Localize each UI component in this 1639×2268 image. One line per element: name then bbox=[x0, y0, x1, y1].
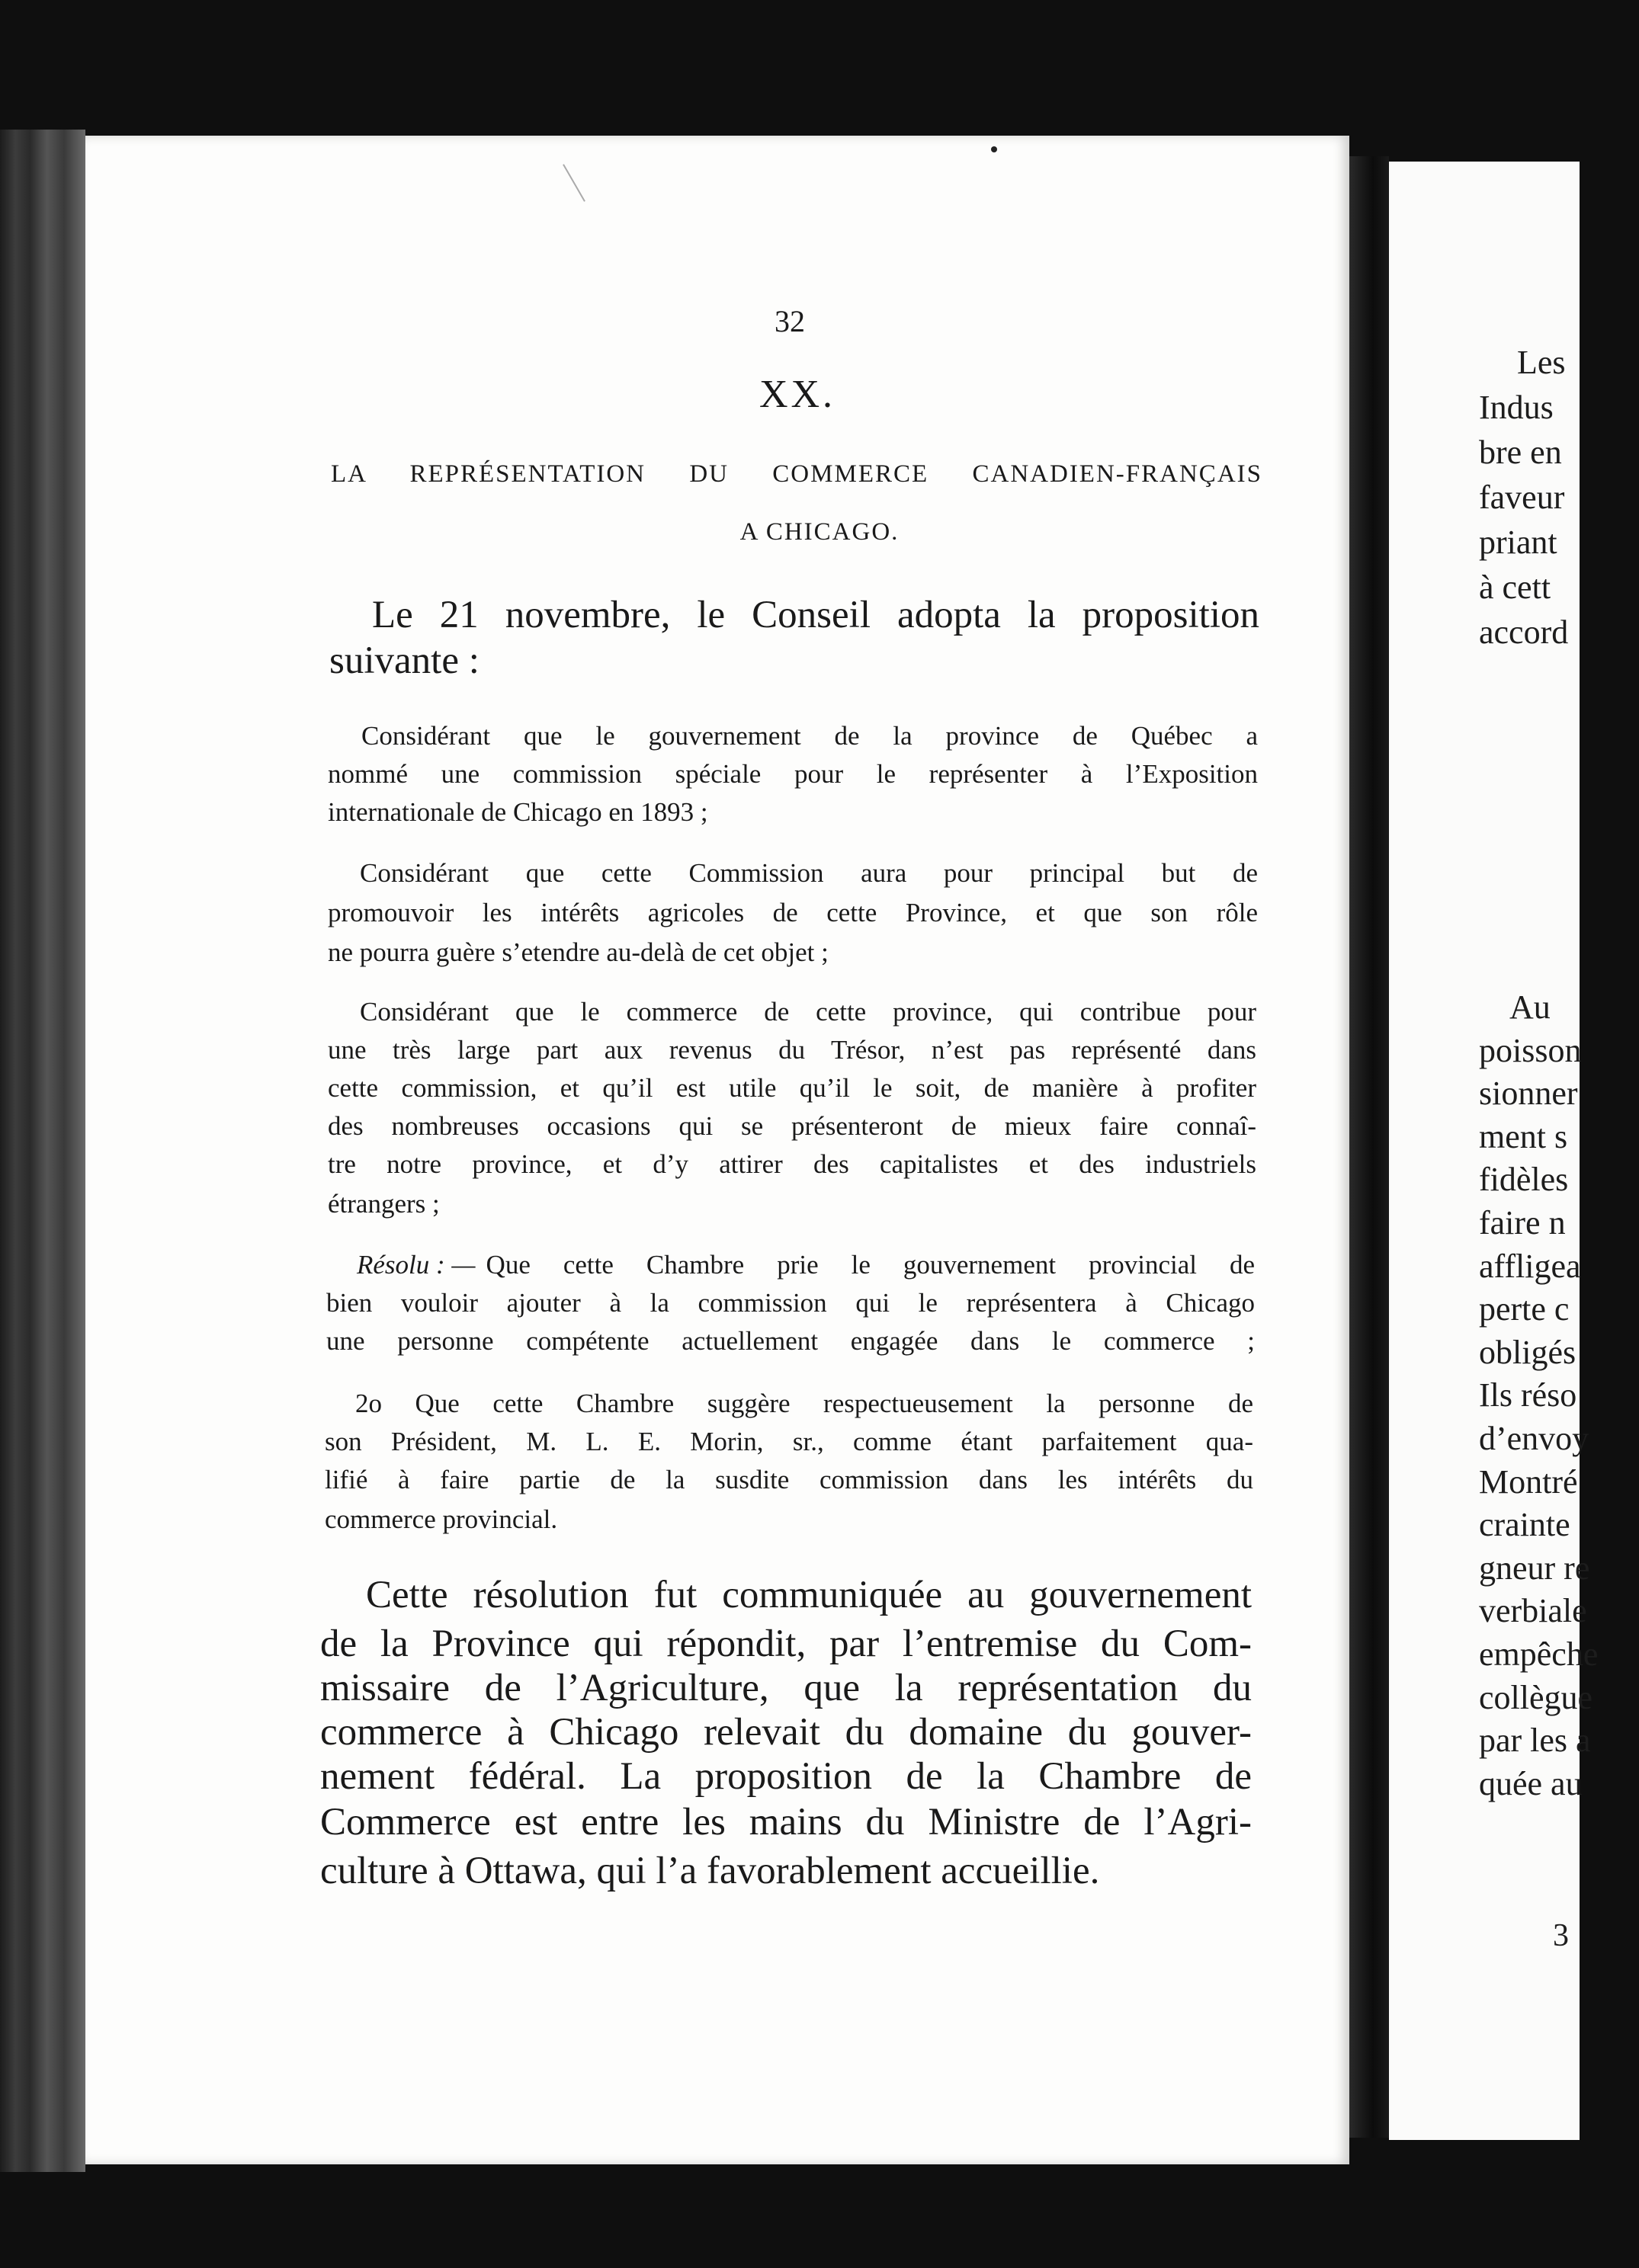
right-page-line: faire n bbox=[1479, 1204, 1566, 1241]
page-number: 32 bbox=[775, 304, 805, 338]
closing-line: commerce à Chicago relevait du domaine du gouver- bbox=[320, 1711, 1252, 1754]
resolution-line: une personne compétente actuellement engagée dans le commerce ; bbox=[326, 1326, 1255, 1356]
right-page-line: quée au bbox=[1479, 1764, 1583, 1802]
resolution-line: tre notre province, et d’y attirer des capitalistes et des industriels bbox=[328, 1149, 1256, 1179]
right-page-line: perte c bbox=[1479, 1290, 1570, 1328]
closing-line: Commerce est entre les mains du Ministre de l’Agri- bbox=[320, 1801, 1252, 1844]
resolution-line: Considérant que cette Commission aura pour principal but de bbox=[360, 858, 1258, 888]
right-page-line: poisson bbox=[1479, 1031, 1582, 1069]
right-page-line: collègue bbox=[1479, 1678, 1593, 1716]
resolu-label: Résolu : — bbox=[357, 1250, 476, 1280]
resolution-line: son Président, M. L. E. Morin, sr., comme étant parfaitement qua- bbox=[325, 1427, 1253, 1456]
closing-line: nement fédéral. La proposition de la Chambre de bbox=[320, 1755, 1252, 1798]
right-page-line: fidèles bbox=[1479, 1161, 1569, 1199]
right-page-line: ment s bbox=[1479, 1117, 1568, 1155]
resolution-line: Que cette Chambre prie le gouvernement provincial de bbox=[486, 1250, 1255, 1280]
resolution-line: bien vouloir ajouter à la commission qui le représentera à Chicago bbox=[326, 1288, 1255, 1318]
resolution-line: une très large part aux revenus du Trésor, n’est pas représenté dans bbox=[328, 1035, 1256, 1065]
resolution-line: étrangers ; bbox=[328, 1189, 440, 1219]
resolu-line bbox=[357, 1250, 1255, 1280]
right-page-line: par les a bbox=[1479, 1722, 1591, 1760]
closing-line: de la Province qui répondit, par l’entremise du Com- bbox=[320, 1623, 1252, 1665]
resolution-line: internationale de Chicago en 1893 ; bbox=[328, 797, 708, 827]
resolution-line: des nombreuses occasions qui se présenteront de mieux faire connaî- bbox=[328, 1111, 1256, 1141]
resolution-line: promouvoir les intérêts agricoles de cette Province, et que son rôle bbox=[328, 898, 1258, 927]
resolution-line: cette commission, et qu’il est utile qu’il le soit, de manière à profiter bbox=[328, 1073, 1256, 1103]
right-page-line: Les bbox=[1517, 344, 1566, 381]
resolution-line: Considérant que le commerce de cette province, qui contribue pour bbox=[360, 997, 1256, 1027]
signature-mark: 3 bbox=[1553, 1918, 1569, 1953]
right-page-line: empêche bbox=[1479, 1635, 1599, 1673]
right-page-line: Montré bbox=[1479, 1462, 1578, 1501]
right-page-line: verbiale bbox=[1479, 1592, 1587, 1630]
resolution-line: commerce provincial. bbox=[325, 1504, 558, 1534]
section-heading-line-2: A CHICAGO. bbox=[739, 518, 900, 546]
right-page-line: gneur re bbox=[1479, 1549, 1590, 1587]
resolution-line: lifié à faire partie de la susdite commission dans les intérêts du bbox=[325, 1465, 1253, 1494]
paper-speck bbox=[991, 146, 997, 152]
section-heading-line-1: LA REPRÉSENTATION DU COMMERCE CANADIEN-FRANÇAIS bbox=[331, 460, 1262, 488]
resolution-line: 2o Que cette Chambre suggère respectueusement la personne de bbox=[355, 1389, 1253, 1418]
closing-line: culture à Ottawa, qui l’a favorablement accueillie. bbox=[320, 1850, 1100, 1892]
right-page-line: à cett bbox=[1479, 569, 1551, 606]
right-page-line: Ils réso bbox=[1479, 1376, 1577, 1414]
right-page-line: d’envoy bbox=[1479, 1420, 1589, 1457]
right-page-line: obligés bbox=[1479, 1333, 1576, 1371]
closing-line: Cette résolution fut communiquée au gouvernement bbox=[366, 1574, 1252, 1616]
right-page-line: accord bbox=[1479, 613, 1569, 651]
chapter-number: XX. bbox=[759, 373, 836, 416]
book-gutter bbox=[1349, 156, 1389, 2138]
right-page-line: priant bbox=[1479, 524, 1557, 561]
closing-line: missaire de l’Agriculture, que la représentation du bbox=[320, 1667, 1252, 1709]
intro-line: suivante : bbox=[329, 639, 480, 682]
resolution-line: nommé une commission spéciale pour le représenter à l’Exposition bbox=[328, 759, 1258, 789]
right-page-line: Indus bbox=[1479, 389, 1554, 426]
right-page-line: bre en bbox=[1479, 434, 1562, 471]
resolution-line: ne pourra guère s’etendre au-delà de cet objet ; bbox=[328, 937, 829, 967]
right-page-line: affligea bbox=[1479, 1247, 1581, 1285]
right-page bbox=[1389, 162, 1599, 2140]
right-page-line: crainte bbox=[1479, 1506, 1570, 1544]
book-spine bbox=[0, 130, 85, 2172]
right-page-line: sionner bbox=[1479, 1075, 1578, 1113]
intro-line: Le 21 novembre, le Conseil adopta la proposition bbox=[372, 594, 1259, 636]
resolution-line: Considérant que le gouvernement de la province de Québec a bbox=[361, 721, 1258, 751]
right-page-line: Au bbox=[1509, 988, 1551, 1026]
right-page-line: faveur bbox=[1479, 479, 1565, 516]
